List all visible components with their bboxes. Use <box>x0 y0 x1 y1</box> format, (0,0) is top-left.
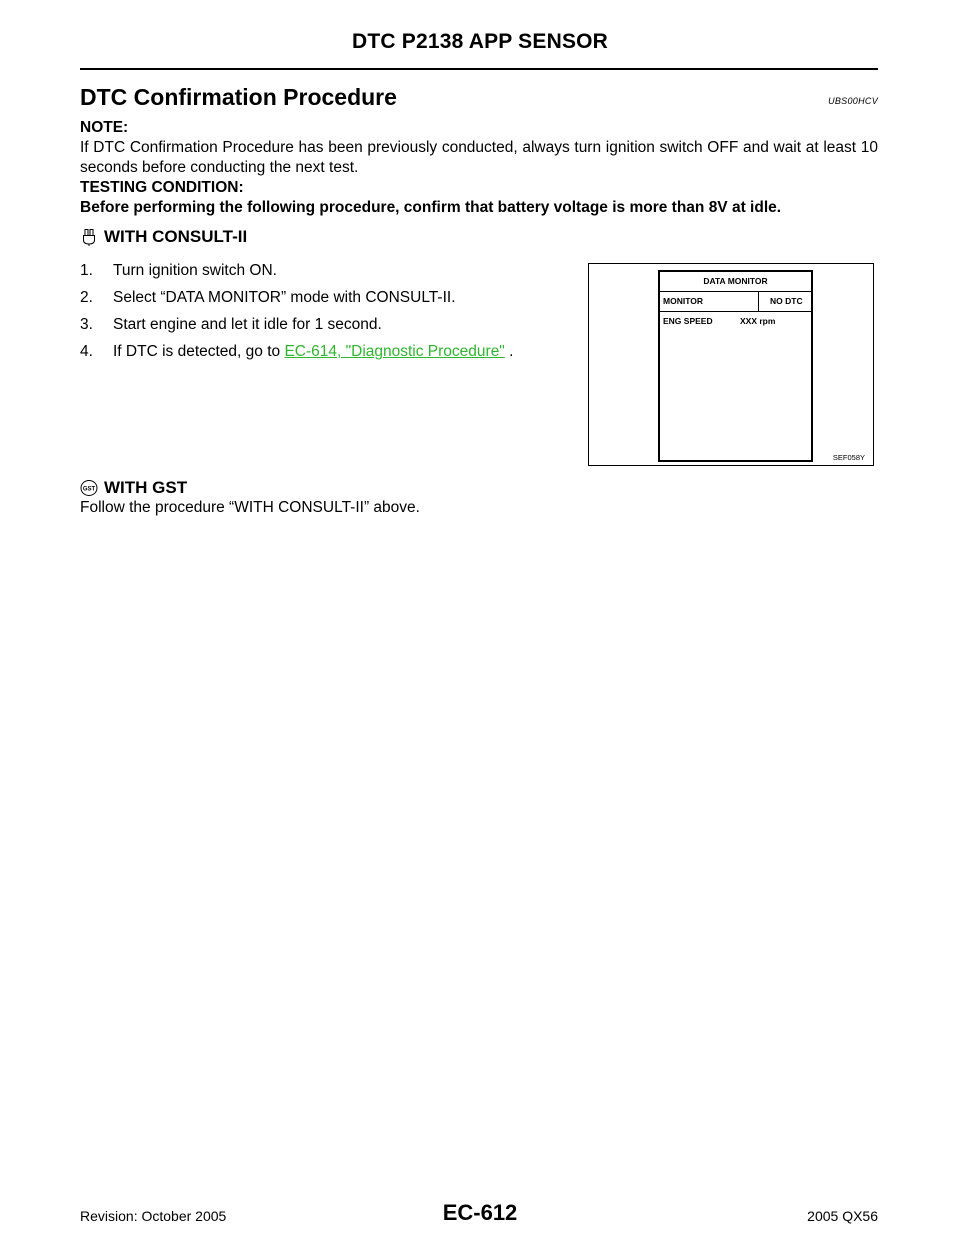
screen-divider <box>758 292 759 311</box>
gst-text: Follow the procedure “WITH CONSULT-II” above. <box>80 499 420 516</box>
note-text: If DTC Confirmation Procedure has been previously conducted, always turn ignition switch OFF and wait at least 10 seconds before conducting the next test. <box>80 139 878 176</box>
eng-speed-label: ENG SPEED <box>663 316 713 326</box>
figure-code: SEF058Y <box>832 453 865 462</box>
consult-steps-list <box>80 262 560 370</box>
section-title-row <box>80 82 878 112</box>
testing-condition-label: TESTING CONDITION: <box>80 179 244 196</box>
with-gst-heading <box>80 477 187 499</box>
step-number: 3. <box>80 316 93 333</box>
screen-data-row <box>660 312 811 330</box>
note-label: NOTE: <box>80 119 129 136</box>
with-gst-heading-text: WITH GST <box>104 478 188 497</box>
step-text: Turn ignition switch ON. <box>113 262 277 279</box>
step-number: 1. <box>80 262 93 279</box>
consult-connector-icon <box>80 228 98 246</box>
testing-condition-text: Before performing the following procedure, confirm that battery voltage is more than 8V at idle. <box>80 199 782 216</box>
screen-header-row <box>660 292 811 312</box>
step-3 <box>80 316 560 336</box>
section-code: UBS00HCV <box>828 96 878 106</box>
step-2 <box>80 289 560 309</box>
with-consult-heading <box>80 226 247 248</box>
footer-model: 2005 QX56 <box>807 1208 878 1224</box>
screen-title: DATA MONITOR <box>660 272 811 292</box>
with-consult-heading-text: WITH CONSULT-II <box>104 227 248 246</box>
gst-icon <box>80 479 98 497</box>
step-4 <box>80 343 560 363</box>
step-text: If DTC is detected, go to <box>113 343 285 360</box>
consult-screen <box>658 270 813 462</box>
step-1 <box>80 262 560 282</box>
footer-page-number: EC-612 <box>442 1200 518 1225</box>
step-text: Select “DATA MONITOR” mode with CONSULT-II. <box>113 289 456 306</box>
page-header-title: DTC P2138 APP SENSOR <box>351 30 609 53</box>
header-divider <box>80 68 878 70</box>
step-text-suffix: . <box>504 343 514 360</box>
section-title: DTC Confirmation Procedure <box>80 84 397 110</box>
step-number: 4. <box>80 343 93 360</box>
diagnostic-procedure-link[interactable]: EC-614, "Diagnostic Procedure" <box>284 343 505 360</box>
no-dtc-label: NO DTC <box>770 296 803 306</box>
step-text: Start engine and let it idle for 1 second. <box>113 316 382 333</box>
step-number: 2. <box>80 289 93 306</box>
footer-revision: Revision: October 2005 <box>80 1208 227 1224</box>
eng-speed-value: XXX rpm <box>740 316 776 326</box>
data-monitor-figure <box>588 263 874 466</box>
monitor-label: MONITOR <box>663 296 703 306</box>
svg-text:GST: GST <box>82 486 96 493</box>
